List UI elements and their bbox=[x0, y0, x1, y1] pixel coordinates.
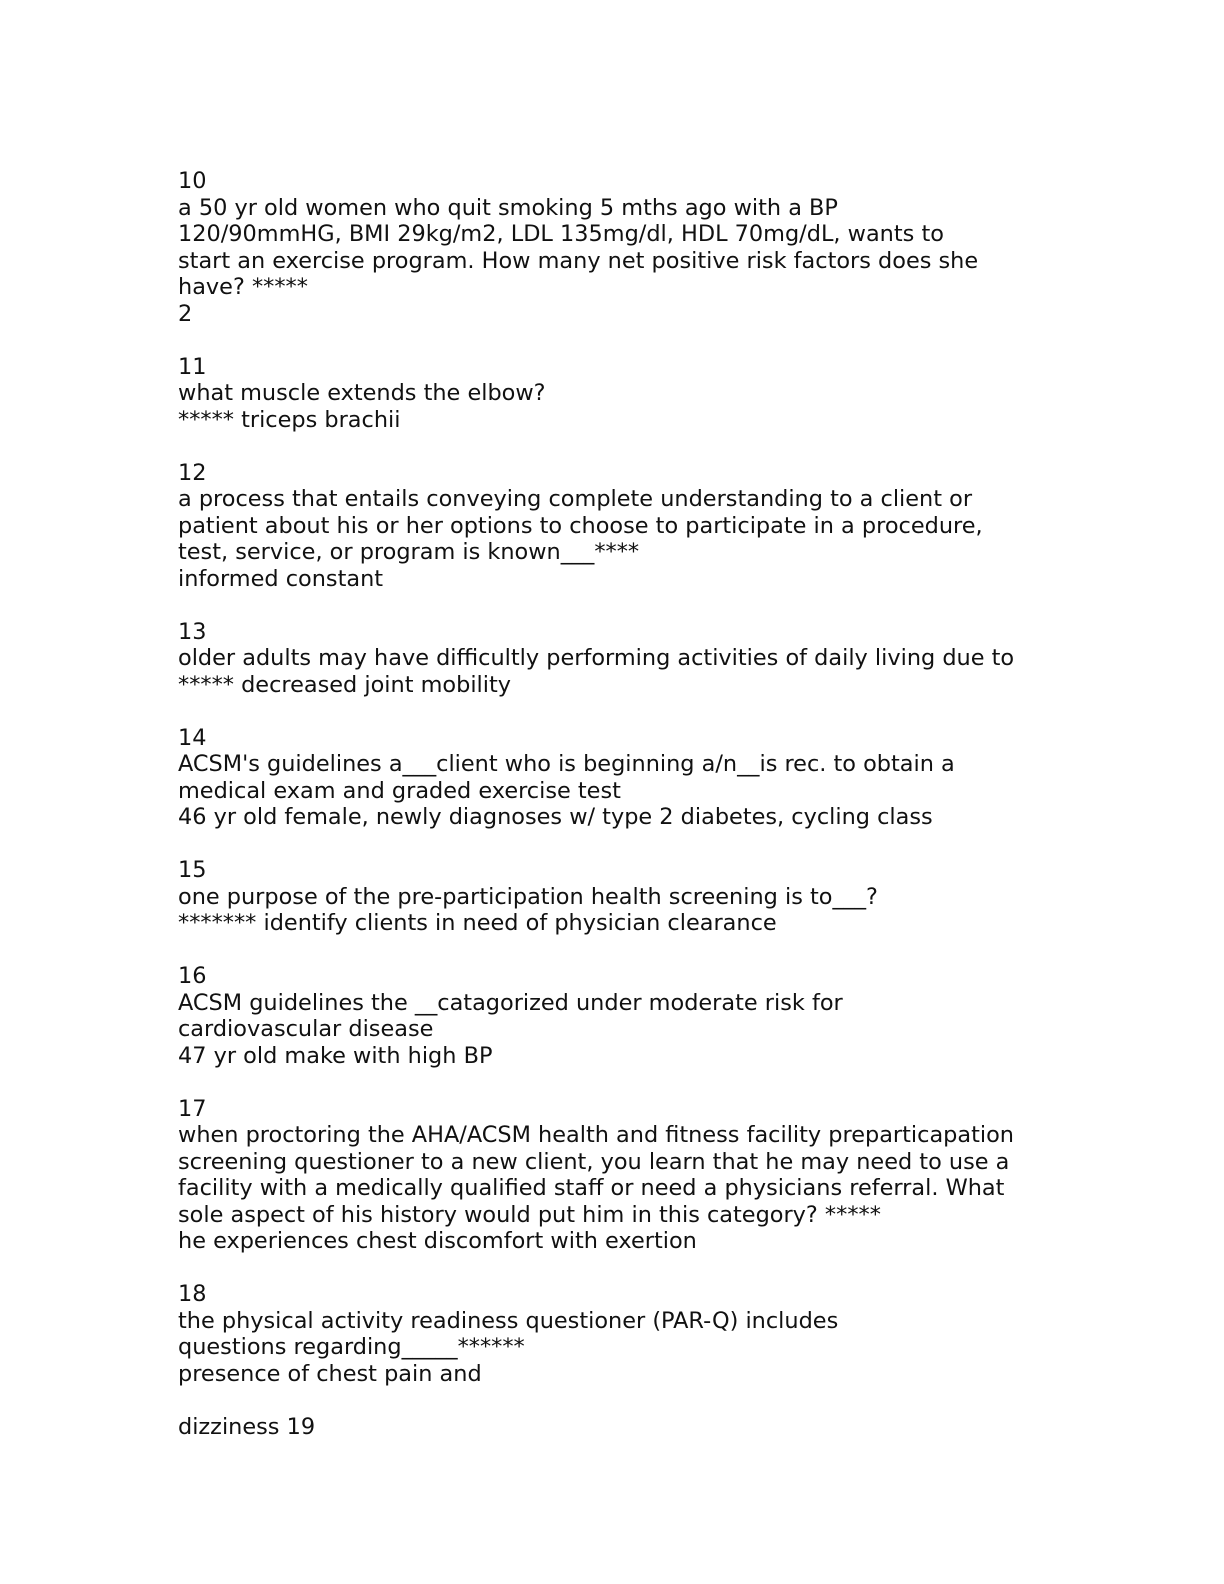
question-number: 14 bbox=[178, 724, 207, 751]
question-number: 15 bbox=[178, 857, 207, 883]
question-16 bbox=[178, 963, 1058, 1069]
answer-text: informed constant bbox=[178, 565, 384, 592]
question-text: medical exam and graded exercise test bbox=[178, 777, 621, 804]
answer-text: ******* identify clients in need of physician clearance bbox=[178, 910, 777, 936]
question-text: what muscle extends the elbow? bbox=[178, 380, 546, 406]
question-text: cardiovascular disease bbox=[178, 1016, 434, 1042]
answer-text: 46 yr old female, newly diagnoses w/ type 2 diabetes, cycling class bbox=[178, 804, 933, 830]
question-14 bbox=[178, 725, 1058, 831]
answer-text: 47 yr old make with high BP bbox=[178, 1042, 493, 1069]
question-text: 120/90mmHG, BMI 29kg/m2, LDL 135mg/dl, HDL 70mg/dL, wants to bbox=[178, 221, 944, 247]
question-11 bbox=[178, 354, 1058, 434]
question-number: 18 bbox=[178, 1281, 207, 1307]
question-text: screening questioner to a new client, you learn that he may need to use a bbox=[178, 1148, 1010, 1175]
question-text: sole aspect of his history would put him in this category? ***** bbox=[178, 1201, 881, 1228]
question-number: 17 bbox=[178, 1095, 207, 1122]
question-text: when proctoring the AHA/ACSM health and fitness facility preparticapation bbox=[178, 1122, 1014, 1148]
question-17 bbox=[178, 1096, 1058, 1255]
question-text: start an exercise program. How many net positive risk factors does she bbox=[178, 247, 979, 274]
question-number: 12 bbox=[178, 459, 207, 486]
answer-text: ***** decreased joint mobility bbox=[178, 671, 512, 698]
question-13 bbox=[178, 619, 1058, 699]
question-15 bbox=[178, 857, 1058, 937]
answer-text: presence of chest pain and bbox=[178, 1360, 482, 1387]
question-text: have? ***** bbox=[178, 274, 308, 300]
answer-text: ***** triceps brachii bbox=[178, 406, 401, 433]
trailing-text: dizziness 19 bbox=[178, 1413, 316, 1440]
question-text: a 50 yr old women who quit smoking 5 mths ago with a BP bbox=[178, 194, 838, 221]
question-text: one purpose of the pre-participation health screening is to___? bbox=[178, 883, 878, 910]
document-page bbox=[178, 168, 1058, 1467]
question-text: facility with a medically qualified staff or need a physicians referral. What bbox=[178, 1175, 1005, 1201]
answer-text: he experiences chest discomfort with exertion bbox=[178, 1228, 697, 1254]
question-text: older adults may have difficultly performing activities of daily living due to bbox=[178, 645, 1015, 671]
trailing-line-block bbox=[178, 1414, 1058, 1441]
question-text: the physical activity readiness questioner (PAR-Q) includes bbox=[178, 1307, 839, 1334]
question-number: 10 bbox=[178, 168, 207, 194]
answer-text: 2 bbox=[178, 300, 193, 327]
question-text: test, service, or program is known___**** bbox=[178, 539, 640, 565]
question-10 bbox=[178, 168, 1058, 327]
question-text: ACSM guidelines the __catagorized under moderate risk for bbox=[178, 989, 843, 1016]
question-18 bbox=[178, 1281, 1058, 1387]
question-number: 11 bbox=[178, 353, 207, 380]
question-text: a process that entails conveying complete understanding to a client or bbox=[178, 486, 973, 512]
question-number: 16 bbox=[178, 963, 207, 989]
question-text: questions regarding_____****** bbox=[178, 1334, 525, 1360]
question-12 bbox=[178, 460, 1058, 593]
question-text: ACSM's guidelines a___client who is beginning a/n__is rec. to obtain a bbox=[178, 751, 955, 777]
question-number: 13 bbox=[178, 618, 207, 645]
question-text: patient about his or her options to choose to participate in a procedure, bbox=[178, 512, 983, 539]
